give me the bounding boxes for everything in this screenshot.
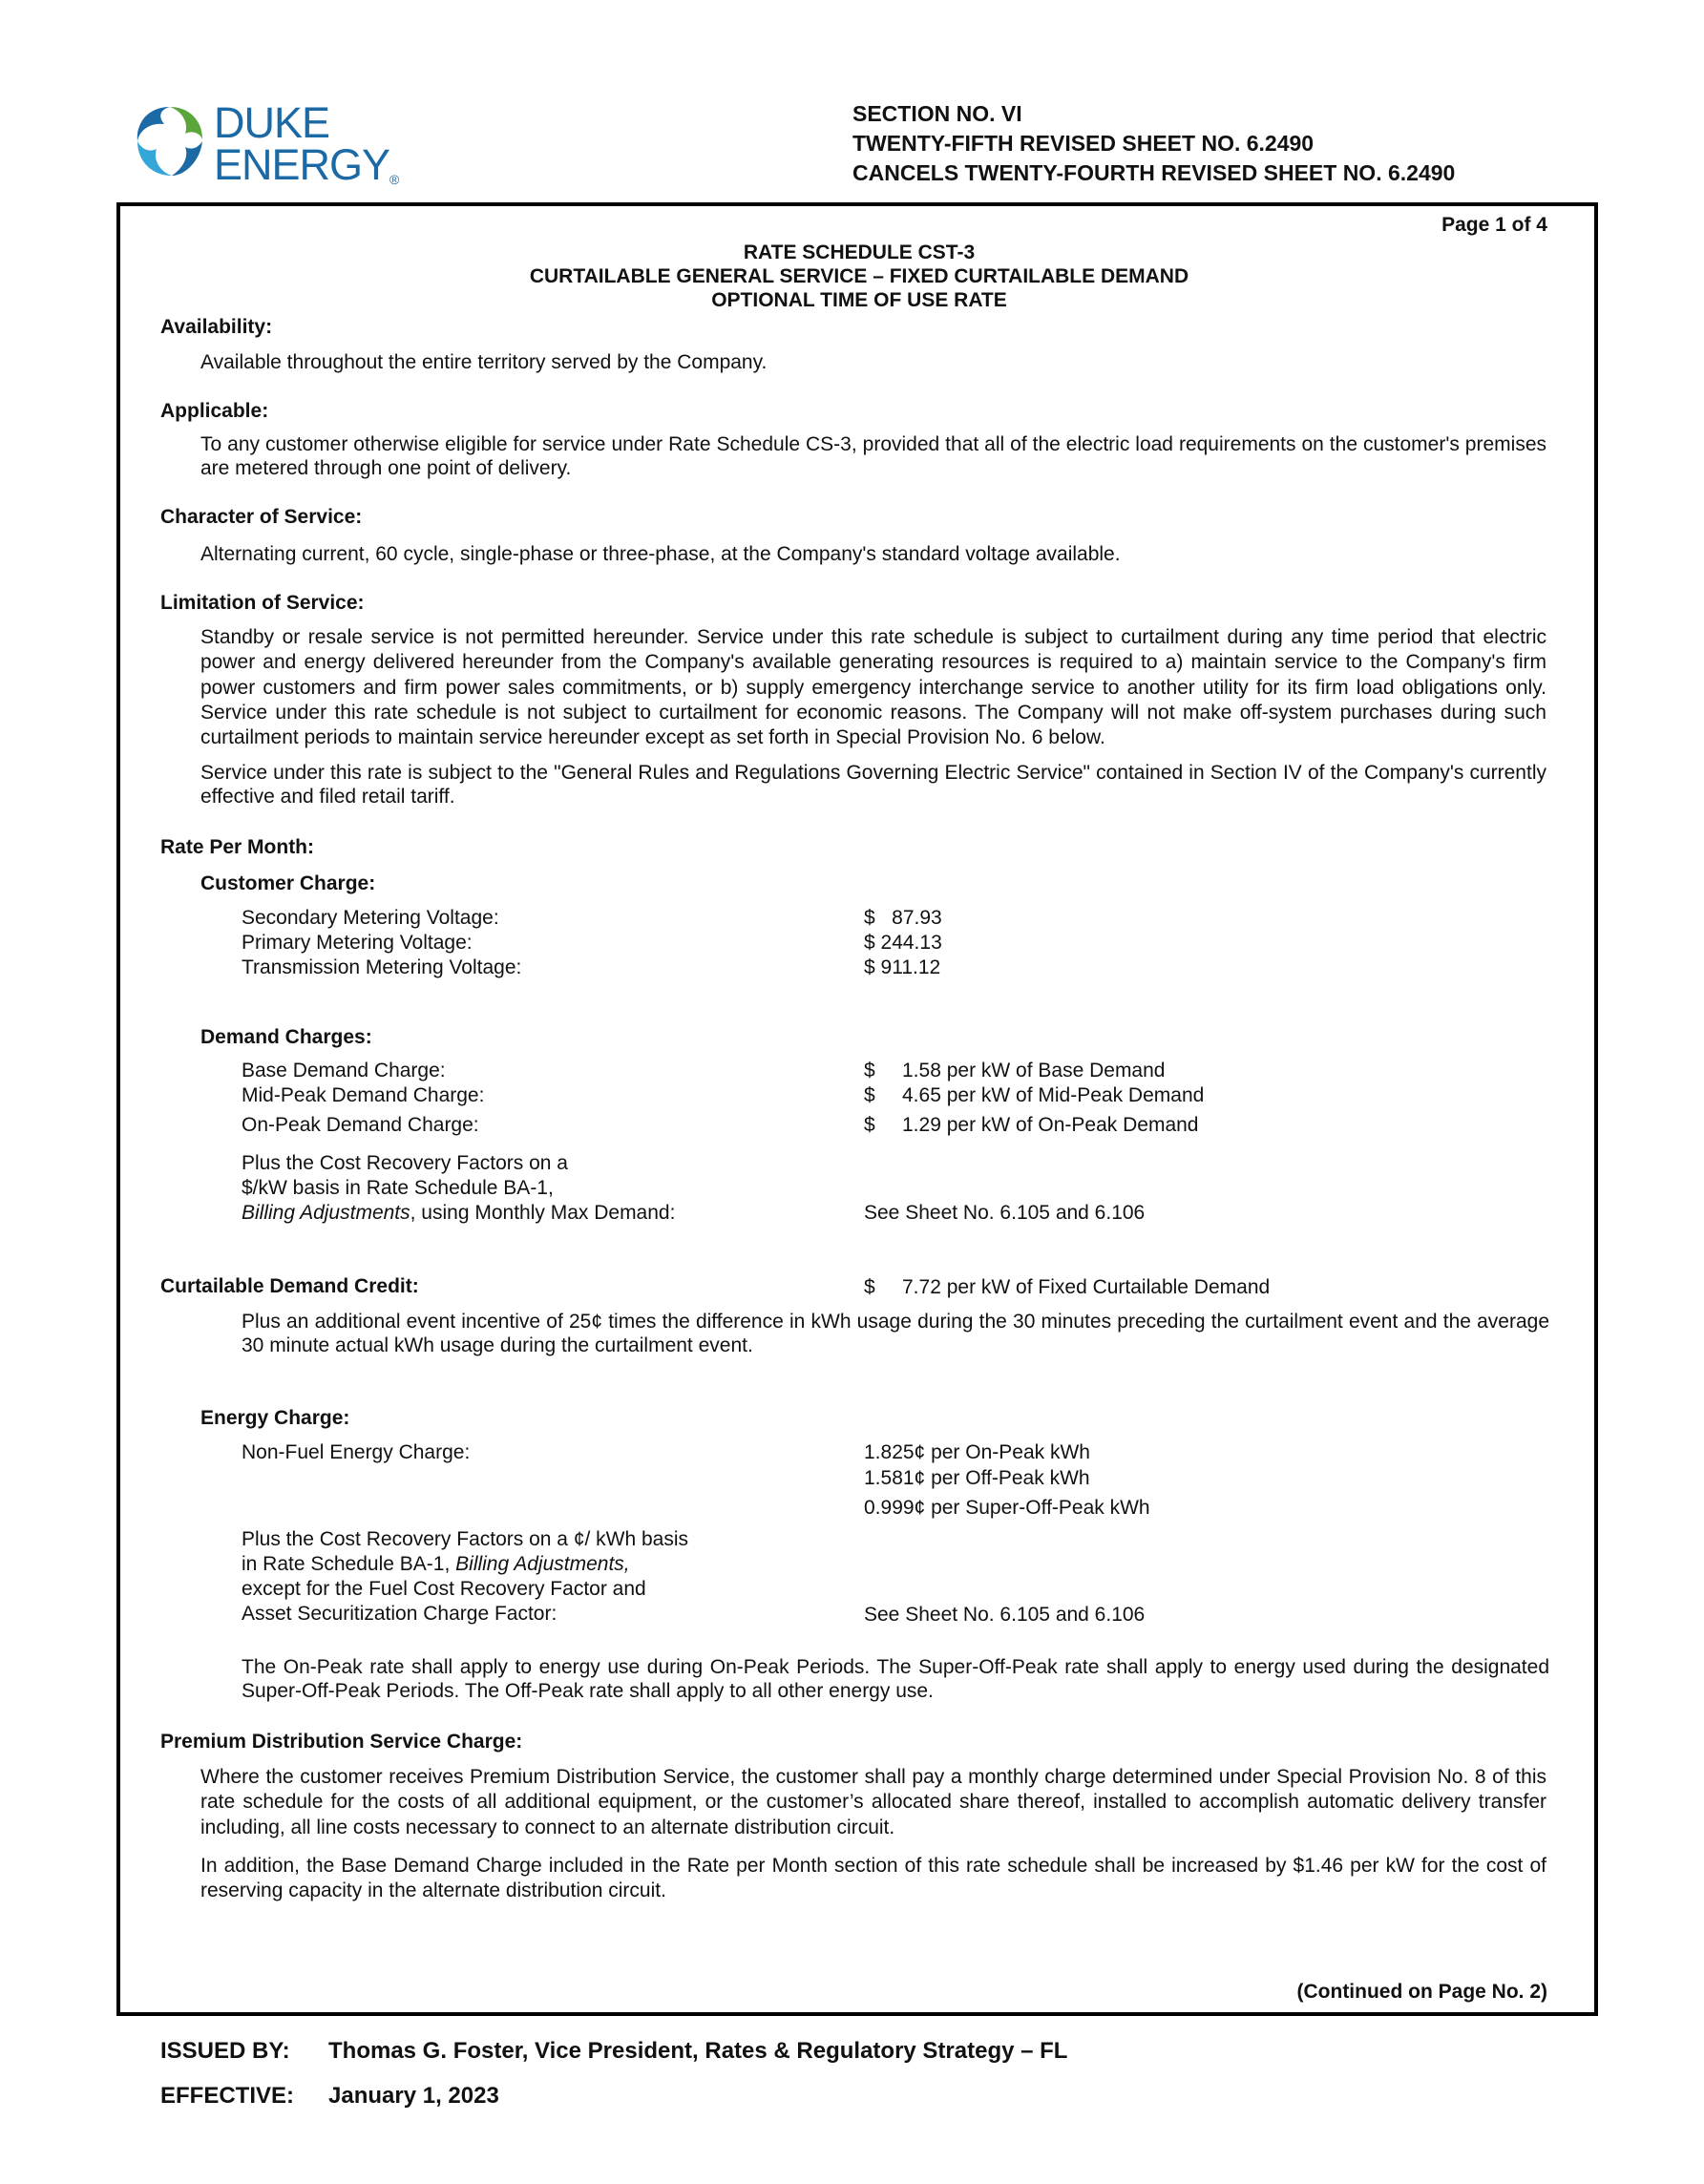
sheet-header	[852, 99, 1455, 188]
customer-charge-transmission-value: $ 911.12	[864, 956, 941, 978]
on-peak-demand-label: On-Peak Demand Charge:	[242, 1114, 479, 1136]
sheet-number: TWENTY-FIFTH REVISED SHEET NO. 6.2490	[852, 131, 1315, 156]
logo-registered-mark: ®	[389, 172, 399, 187]
customer-charge-primary-value: $ 244.13	[864, 932, 942, 954]
limitation-paragraph-1: Standby or resale service is not permitted hereunder. Service under this rate schedule is subject to curtailment during any time period that electric power and energy delivered hereunder from the Company's available generating resources is required to a) maintain service to the Company's firm power customers and firm power sales commitments, or b) supply emergency interchange service to another utility for its firm load obligations only. Service under this rate schedule is not subject to curtailment for economic reasons. The Company will not make off-system purchases during such curtailment periods to maintain service hereunder except as set forth in Special Provision No. 6 below.	[200, 626, 1546, 749]
applicable-text: To any customer otherwise eligible for service under Rate Schedule CS-3, provided that all of the electric load requirements on the customer's premises are metered through one point of delivery.	[200, 433, 1546, 479]
super-off-peak-energy-rate: 0.999¢ per Super-Off-Peak kWh	[864, 1497, 1150, 1519]
limitation-paragraph-2: Service under this rate is subject to the "General Rules and Regulations Governing Electric Service" contained in Section IV of the Company's currently effective and filed retail tariff.	[200, 762, 1546, 808]
on-peak-demand-value: $ 1.29 per kW of On-Peak Demand	[864, 1114, 1199, 1136]
applicable-heading: Applicable:	[160, 400, 269, 422]
non-fuel-energy-charge-label: Non-Fuel Energy Charge:	[242, 1441, 471, 1463]
issued-by-value: Thomas G. Foster, Vice President, Rates & Regulatory Strategy – FL	[328, 2038, 1068, 2064]
premium-distribution-heading: Premium Distribution Service Charge:	[160, 1731, 523, 1753]
rate-schedule-title	[382, 241, 1336, 312]
effective-label: EFFECTIVE:	[160, 2083, 295, 2109]
mid-peak-demand-value: $ 4.65 per kW of Mid-Peak Demand	[864, 1084, 1205, 1106]
effective-value: January 1, 2023	[328, 2083, 499, 2109]
effective-date	[160, 2083, 499, 2110]
energy-charge-heading: Energy Charge:	[200, 1407, 350, 1429]
availability-heading: Availability:	[160, 316, 273, 338]
off-peak-energy-rate: 1.581¢ per Off-Peak kWh	[864, 1467, 1090, 1489]
customer-charge-transmission-label: Transmission Metering Voltage:	[242, 956, 522, 978]
title-line-3: OPTIONAL TIME OF USE RATE	[711, 289, 1007, 311]
issued-by	[160, 2038, 1067, 2065]
logo-word-duke: DUKE	[214, 98, 330, 147]
limitation-heading: Limitation of Service:	[160, 592, 365, 614]
availability-text: Available throughout the entire territory served by the Company.	[200, 351, 768, 373]
time-of-use-periods-note: The On-Peak rate shall apply to energy use during On-Peak Periods. The Super-Off-Peak rate shall apply to energy used during the designated Super-Off-Peak Periods. The Off-Peak rate shall apply to all other energy use.	[242, 1656, 1549, 1702]
premium-distribution-paragraph-2: In addition, the Base Demand Charge included in the Rate per Month section of this rate schedule shall be increased by $1.46 per kW for the cost of reserving capacity in the alternate distribution circuit.	[200, 1855, 1546, 1901]
demand-charges-heading: Demand Charges:	[200, 1026, 372, 1048]
duke-energy-logo	[130, 95, 416, 191]
curtailable-demand-credit-value: $ 7.72 per kW of Fixed Curtailable Demand	[864, 1276, 1271, 1298]
curtailable-demand-credit-heading: Curtailable Demand Credit:	[160, 1275, 419, 1297]
mid-peak-demand-label: Mid-Peak Demand Charge:	[242, 1084, 485, 1106]
title-line-2: CURTAILABLE GENERAL SERVICE – FIXED CURTAILABLE DEMAND	[529, 265, 1189, 287]
customer-charge-secondary-label: Secondary Metering Voltage:	[242, 907, 499, 929]
customer-charge-primary-label: Primary Metering Voltage:	[242, 932, 473, 954]
character-heading: Character of Service:	[160, 506, 363, 528]
base-demand-label: Base Demand Charge:	[242, 1060, 446, 1082]
base-demand-value: $ 1.58 per kW of Base Demand	[864, 1060, 1166, 1082]
rate-per-month-heading: Rate Per Month:	[160, 836, 315, 858]
customer-charge-heading: Customer Charge:	[200, 872, 376, 894]
curtailable-event-incentive-text: Plus an additional event incentive of 25¢ times the difference in kWh usage during the 30 minutes preceding the curtailment event and the average 30 minute actual kWh usage during the curtailment event.	[242, 1311, 1549, 1356]
cancels-sheet: CANCELS TWENTY-FOURTH REVISED SHEET NO. 6.2490	[852, 160, 1456, 185]
energy-recovery-factors-value: See Sheet No. 6.105 and 6.106	[864, 1604, 1146, 1626]
demand-recovery-factors-value: See Sheet No. 6.105 and 6.106	[864, 1202, 1146, 1224]
issued-by-label: ISSUED BY:	[160, 2038, 290, 2064]
logo-word-energy: ENERGY	[214, 140, 390, 189]
energy-recovery-factors-note: Plus the Cost Recovery Factors on a ¢/ kWh basis in Rate Schedule BA-1, Billing Adjustments, except for the Fuel Cost Recovery Factor and Asset Securitization Charge Factor:	[242, 1528, 689, 1625]
premium-distribution-paragraph-1: Where the customer receives Premium Distribution Service, the customer shall pay a monthly charge determined under Special Provision No. 8 of this rate schedule for the costs of all additional equipment, or the customer’s allocated share thereof, installed to accomplish automatic delivery transfer including, all line costs necessary to connect to an alternate distribution circuit.	[200, 1766, 1546, 1838]
duke-energy-swirl-icon	[130, 101, 210, 181]
title-line-1: RATE SCHEDULE CST-3	[743, 242, 976, 263]
demand-recovery-factors-note: Plus the Cost Recovery Factors on a $/kW basis in Rate Schedule BA-1, Billing Adjustments, using Monthly Max Demand:	[242, 1152, 676, 1224]
customer-charge-secondary-value: $ 87.93	[864, 907, 942, 929]
on-peak-energy-rate: 1.825¢ per On-Peak kWh	[864, 1441, 1090, 1463]
continued-note: (Continued on Page No. 2)	[1296, 1981, 1547, 2003]
character-text: Alternating current, 60 cycle, single-phase or three-phase, at the Company's standard voltage available.	[200, 543, 1121, 565]
section-number: SECTION NO. VI	[852, 101, 1022, 126]
page-number: Page 1 of 4	[1441, 214, 1547, 236]
